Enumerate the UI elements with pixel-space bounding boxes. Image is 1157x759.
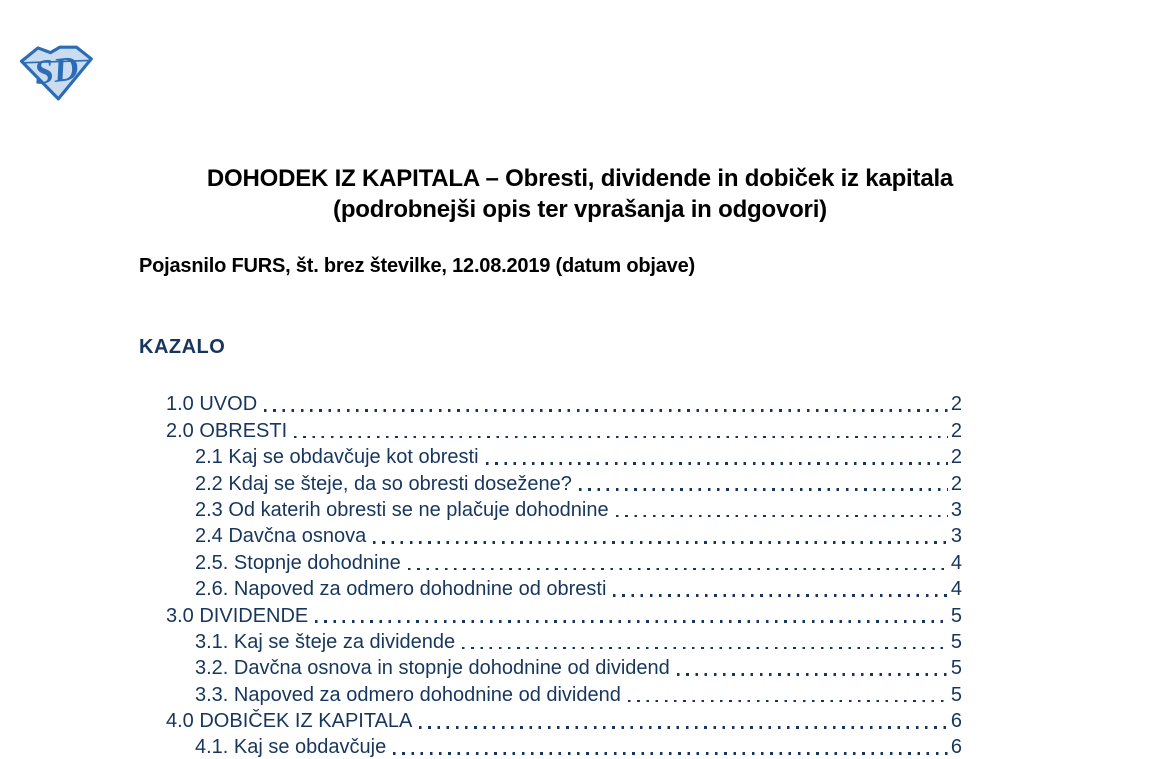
toc-entry[interactable] [139,733,962,759]
toc-leader-dots [462,647,948,650]
toc-entry-page: 4 [950,578,962,601]
toc-entry-label: 2.6. Napoved za odmero dohodnine od obresti [195,578,607,601]
toc-leader-dots [628,700,948,703]
toc-entry-page: 5 [950,657,962,680]
toc-leader-dots [294,436,948,439]
toc-entry-page: 5 [950,683,962,706]
toc-entry-page: 2 [950,393,962,416]
toc-entry-label: 2.5. Stopnje dohodnine [195,551,401,574]
toc-leader-dots [408,568,948,571]
toc-leader-dots [613,594,947,597]
toc-entry[interactable] [139,496,962,522]
document-title-line1: DOHODEK IZ KAPITALA – Obresti, dividende in dobiček iz kapitala [206,165,954,192]
toc-entry[interactable] [139,680,962,706]
toc-entry[interactable] [139,416,962,442]
toc-entry-page: 5 [950,604,962,627]
table-of-contents [139,390,962,759]
toc-entry-label: 2.2 Kdaj se šteje, da so obresti dosežene? [195,472,572,495]
toc-leader-dots [616,515,948,518]
toc-entry-page: 2 [950,419,962,442]
toc-entry-label: 2.0 OBRESTI [166,419,288,442]
toc-entry[interactable] [139,443,962,469]
toc-entry-page: 4 [950,551,962,574]
toc-entry-page: 2 [950,472,962,495]
toc-entry-label: 2.3 Od katerih obresti se ne plačuje dohodnine [195,498,609,521]
toc-entry-label: 4.0 DOBIČEK IZ KAPITALA [166,710,413,733]
toc-leader-dots [579,488,948,491]
logo-letters: SD [32,49,81,93]
toc-entry[interactable] [139,654,962,680]
toc-entry[interactable] [139,548,962,574]
toc-entry[interactable] [139,522,962,548]
toc-entry-label: 4.1. Kaj se obdavčuje [195,736,387,759]
toc-leader-dots [677,673,948,676]
document-subtitle: Pojasnilo FURS, št. brez številke, 12.08.2019 (datum objave) [139,255,695,277]
toc-entry[interactable] [139,469,962,495]
toc-entry-page: 3 [950,498,962,521]
toc-entry-label: 3.2. Davčna osnova in stopnje dohodnine od dividend [195,657,670,680]
toc-entry[interactable] [139,575,962,601]
toc-entry[interactable] [139,390,962,416]
toc-entry-page: 3 [950,525,962,548]
document-title-line2: (podrobnejši opis ter vprašanja in odgovori) [333,196,827,223]
toc-entry-page: 2 [950,446,962,469]
toc-entry-page: 6 [950,736,962,759]
toc-entry-label: 3.0 DIVIDENDE [166,604,309,627]
toc-leader-dots [393,752,948,755]
toc-entry-page: 6 [950,710,962,733]
toc-entry-label: 2.4 Davčna osnova [195,525,367,548]
sd-diamond-logo [16,44,96,102]
toc-leader-dots [315,620,948,623]
toc-entry-label: 3.1. Kaj se šteje za dividende [195,630,456,653]
toc-leader-dots [373,541,948,544]
toc-entry-label: 1.0 UVOD [166,393,258,416]
toc-entry[interactable] [139,601,962,627]
toc-entry[interactable] [139,628,962,654]
toc-entry-page: 5 [950,630,962,653]
toc-leader-dots [419,726,947,729]
document-title [139,163,1021,225]
toc-leader-dots [486,462,948,465]
toc-leader-dots [264,409,948,412]
toc-entry[interactable] [139,707,962,733]
toc-heading: KAZALO [139,336,226,358]
toc-entry-label: 2.1 Kaj se obdavčuje kot obresti [195,446,479,469]
toc-entry-label: 3.3. Napoved za odmero dohodnine od dividend [195,683,621,706]
